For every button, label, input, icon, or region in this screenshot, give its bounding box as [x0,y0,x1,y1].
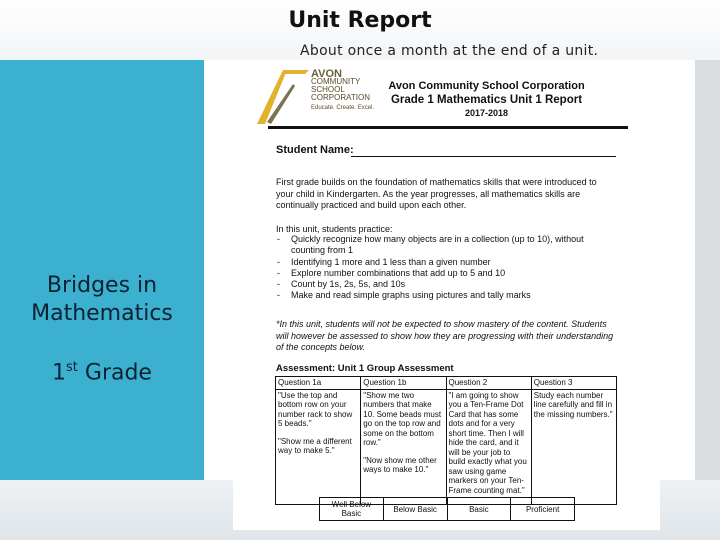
column-header: Question 3 [531,377,616,390]
assessment-table [275,376,617,505]
logo-tagline: Educate. Create. Excel. [311,105,375,111]
grade-label [0,360,204,385]
table-header-row [276,377,617,390]
table-cell-q1b [361,389,446,505]
grade-word: Grade [84,360,152,386]
table-cell-q2 [446,389,531,505]
practice-intro: In this unit, students practice: [276,224,393,234]
proficiency-scale [319,497,575,521]
mastery-note: *In this unit, students will not be expected to show mastery of the content. Students will however be assessed to show how they are progressing with their understanding of the concepts below. [276,319,614,352]
scale-cell: Well Below Basic [320,498,384,521]
column-header: Question 1b [361,377,446,390]
table-cell-q3 [531,389,616,505]
right-decor-strip [695,60,720,480]
intro-paragraph: First grade builds on the foundation of mathematics skills that were introduced to your child in Kindergarten. As the year progresses, all mathematics skills are continually practiced and build upon each other. [276,177,597,210]
logo-brand: AVON [311,68,342,80]
logo-line3: CORPORATION [311,93,370,102]
scale-cell: Basic [447,498,511,521]
skill-item: - Identifying 1 more and 1 less than a given number [291,257,611,268]
program-title-line1: Bridges in [46,273,158,298]
header-rule [268,126,628,129]
slide-title: Unit Report [288,8,432,33]
cell-text: "Now show me other ways to make 10." [363,455,437,474]
report-title: Grade 1 Mathematics Unit 1 Report [390,94,583,106]
cell-text: "I am going to show you a Ten-Frame Dot Card that has some dots and for a very short time. Then I will hide the card, and it will be your job to build exactly what you saw using game markers on your Ten-Frame counting mat." [448,390,527,495]
program-title-line2: Mathematics [31,301,173,326]
scale-cell: Below Basic [383,498,447,521]
table-row [276,389,617,505]
skill-item: - Explore number combinations that add up to 5 and 10 [291,268,611,279]
assessment-title: Assessment: Unit 1 Group Assessment [276,363,454,374]
scale-row [320,498,575,521]
column-header: Question 2 [446,377,531,390]
grade-number: 1 [52,360,67,386]
cell-text: Study each number line carefully and fill in the missing numbers." [533,390,613,419]
table-cell-q1a [276,389,361,505]
skill-item: - Make and read simple graphs using pictures and tally marks [291,290,611,301]
grade-suffix: st [66,360,78,375]
student-name-line [351,156,616,157]
logo-line1: COMMUNITY [311,77,361,86]
slide-subtitle: About once a month at the end of a unit. [300,43,599,59]
column-header: Question 1a [276,377,361,390]
left-title-panel [0,60,204,480]
skill-item: - Quickly recognize how many objects are in a collection (up to 10), without counting from 1 [291,234,611,257]
skills-list [291,234,611,302]
cell-text: "Show me a different way to make 5." [278,436,352,455]
logo-line2: SCHOOL [311,85,345,94]
report-document-image [233,60,660,530]
program-title [0,272,204,328]
cell-text: "Use the top and bottom row on your number rack to show 5 beads." [278,390,353,428]
cell-text: "Show me two numbers that make 10. Some beads must go on the top row and some on the bottom row." [363,390,442,447]
scale-cell: Proficient [511,498,575,521]
org-name: Avon Community School Corporation [388,80,585,92]
student-name-label: Student Name: [276,144,354,156]
skill-item: - Count by 1s, 2s, 5s, and 10s [291,279,611,290]
school-year: 2017-2018 [464,108,509,118]
